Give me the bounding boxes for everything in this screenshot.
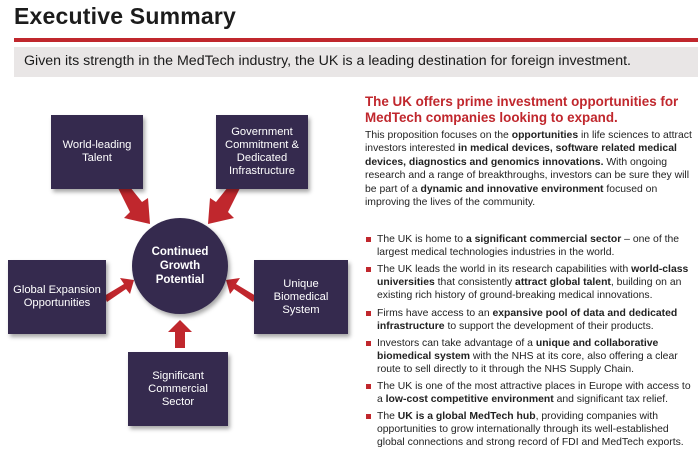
box-world-leading-talent: [51, 115, 143, 189]
growth-diagram: [0, 80, 360, 459]
list-item: Investors can take advantage of a unique and collaborative biomedical system with the NHS at its core, also offering a clear route to sell directly to it through the NHS Supply Chain.: [365, 337, 697, 376]
box-significant-commercial-sector: [128, 352, 228, 426]
bold-phrase: opportunities: [511, 130, 579, 141]
hub-line: Continued: [151, 246, 209, 258]
bold-phrase: unique and collaborative biomedical system: [377, 337, 659, 362]
box-line: Government: [231, 126, 293, 138]
arrow-left: [102, 276, 134, 306]
benefit-list: [365, 233, 697, 454]
page-title: Executive Summary: [14, 3, 237, 29]
bold-phrase: dynamic and innovative environment: [420, 183, 604, 195]
bold-phrase: expansive pool of data and dedicated infrastructure: [377, 307, 678, 332]
box-line: System: [282, 303, 320, 316]
hub-continued-growth-potential: [132, 218, 228, 314]
box-line: Commitment &: [225, 139, 299, 151]
hub-line: Potential: [155, 274, 205, 286]
bold-phrase: attract global talent: [515, 277, 611, 289]
arrow-bottom: [168, 320, 192, 348]
section-heading: The UK offers prime investment opportunities for MedTech companies looking to expand.: [365, 94, 679, 125]
list-item: The UK is a global MedTech hub, providing companies with opportunities to grow internationally through its well-established global connections and strong record of FDI and MedTech exports.: [365, 410, 697, 449]
box-unique-biomedical-system: [254, 260, 348, 334]
bold-phrase: a significant commercial sector: [465, 234, 622, 245]
box-global-expansion: [8, 260, 106, 334]
bold-phrase: world-class universities: [377, 264, 689, 289]
box-line: Global Expansion: [13, 284, 101, 296]
box-line: Sector: [161, 395, 195, 408]
box-line: World-leading: [62, 139, 132, 151]
box-line: Dedicated: [236, 152, 288, 164]
list-item: The UK is one of the most attractive places in Europe with access to a low-cost competitive environment and significant tax relief.: [365, 380, 697, 406]
box-line: Opportunities: [23, 297, 91, 309]
banner-text: Given its strength in the MedTech industry, the UK is a leading destination for foreign investment.: [24, 53, 631, 69]
box-line: Biomedical: [273, 290, 329, 303]
hub-line: Growth: [159, 260, 201, 272]
summary-banner: [14, 47, 698, 77]
list-item: The UK is home to a significant commercial sector – one of the largest medical technologies industries in the world.: [365, 233, 697, 259]
list-item: The UK leads the world in its research capabilities with world-class universities that consistently attract global talent, building on an existing rich history of ground-breaking medical innovations.: [365, 263, 697, 302]
box-line: Significant: [152, 369, 204, 382]
bold-phrase: low-cost competitive environment: [385, 394, 554, 406]
intro-paragraph: This proposition focuses on the opportunities in life sciences to attract investors interested in medical devices, software related medical devices, diagnostics and genomics innovations. With ongoing research and a range of breakthroughs, investors can be sure they will be part of a dynamic and innovative environment focused on improving the lives of the community.: [365, 130, 692, 209]
arrow-top-right: [206, 184, 246, 224]
bold-phrase: UK is a global MedTech hub: [397, 411, 536, 423]
box-line: Talent: [82, 152, 112, 164]
title-divider: [14, 38, 698, 42]
bold-phrase: in medical devices, software related medical devices, diagnostics and genomics innovations.: [365, 143, 677, 168]
list-item: Firms have access to an expansive pool of data and dedicated infrastructure to support the development of their products.: [365, 307, 697, 333]
box-government-commitment: [216, 115, 308, 189]
box-line: Commercial: [148, 382, 208, 395]
arrow-top-left: [112, 184, 152, 224]
box-line: Unique: [283, 277, 319, 290]
box-line: Infrastructure: [229, 165, 295, 177]
